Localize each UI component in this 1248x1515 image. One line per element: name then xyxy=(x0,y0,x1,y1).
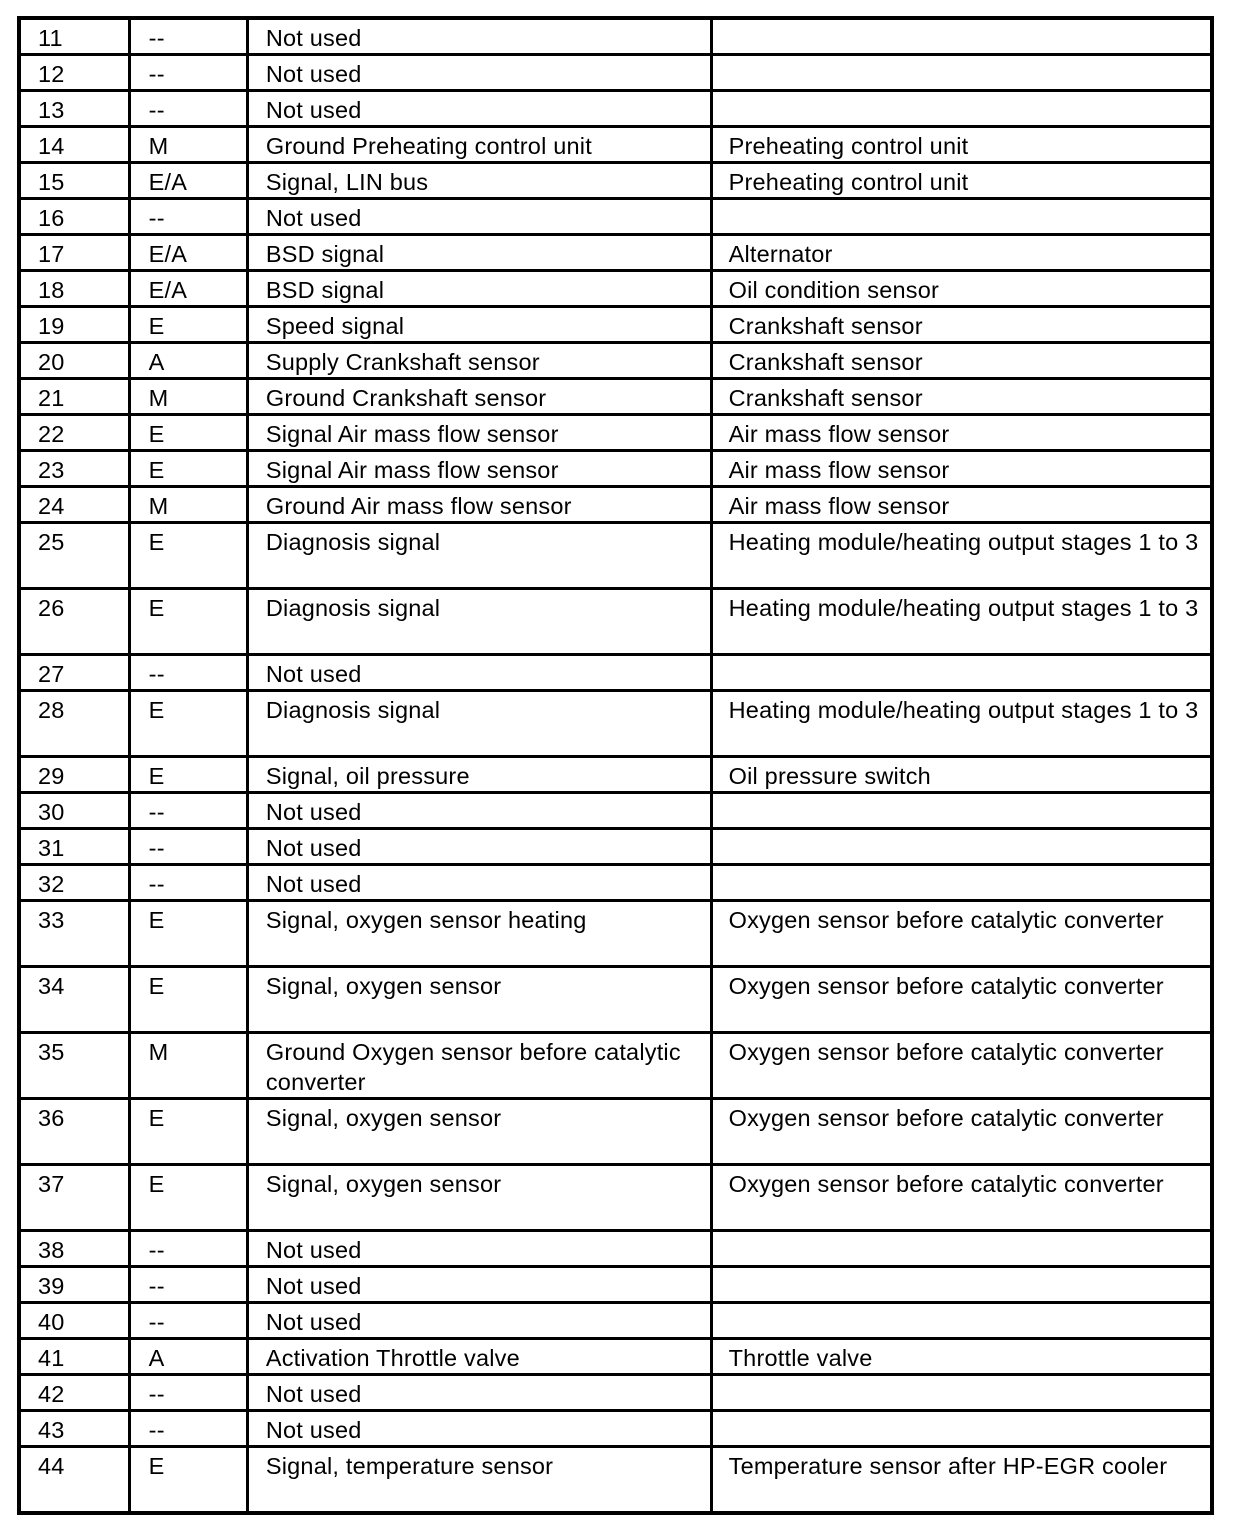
pin-number-cell: 29 xyxy=(19,757,129,793)
component-cell xyxy=(711,91,1212,127)
component-cell: Preheating control unit xyxy=(711,163,1212,199)
signal-type-cell: E/A xyxy=(129,271,247,307)
pin-number-cell: 18 xyxy=(19,271,129,307)
table-row xyxy=(19,1165,1212,1231)
pin-number-cell: 22 xyxy=(19,415,129,451)
signal-type-cell: E xyxy=(129,1099,247,1165)
pin-number-cell: 40 xyxy=(19,1303,129,1339)
description-cell: Ground Crankshaft sensor xyxy=(247,379,711,415)
table-row xyxy=(19,235,1212,271)
table-row xyxy=(19,55,1212,91)
description-cell: Not used xyxy=(247,1375,711,1411)
pin-number-cell: 36 xyxy=(19,1099,129,1165)
signal-type-cell: -- xyxy=(129,829,247,865)
signal-type-cell: E xyxy=(129,967,247,1033)
description-cell: Not used xyxy=(247,91,711,127)
pin-number-cell: 31 xyxy=(19,829,129,865)
signal-type-cell: M xyxy=(129,127,247,163)
pin-number-cell: 23 xyxy=(19,451,129,487)
signal-type-cell: E xyxy=(129,451,247,487)
component-cell: Heating module/heating output stages 1 to 3 xyxy=(711,523,1212,589)
signal-type-cell: -- xyxy=(129,1411,247,1447)
table-row xyxy=(19,91,1212,127)
table-row xyxy=(19,379,1212,415)
pin-number-cell: 35 xyxy=(19,1033,129,1099)
signal-type-cell: -- xyxy=(129,18,247,55)
pin-number-cell: 38 xyxy=(19,1231,129,1267)
component-cell xyxy=(711,1303,1212,1339)
component-cell: Crankshaft sensor xyxy=(711,307,1212,343)
signal-type-cell: E xyxy=(129,901,247,967)
component-cell xyxy=(711,1411,1212,1447)
signal-type-cell: -- xyxy=(129,199,247,235)
pin-number-cell: 20 xyxy=(19,343,129,379)
component-cell xyxy=(711,655,1212,691)
signal-type-cell: -- xyxy=(129,655,247,691)
table-row xyxy=(19,901,1212,967)
description-cell: Diagnosis signal xyxy=(247,523,711,589)
component-cell: Crankshaft sensor xyxy=(711,343,1212,379)
table-row xyxy=(19,691,1212,757)
pin-number-cell: 12 xyxy=(19,55,129,91)
component-cell: Oxygen sensor before catalytic converter xyxy=(711,1033,1212,1099)
signal-type-cell: -- xyxy=(129,1303,247,1339)
table-row xyxy=(19,1375,1212,1411)
component-cell: Temperature sensor after HP-EGR cooler xyxy=(711,1447,1212,1514)
description-cell: Signal, temperature sensor xyxy=(247,1447,711,1514)
component-cell: Oxygen sensor before catalytic converter xyxy=(711,1165,1212,1231)
signal-type-cell: M xyxy=(129,1033,247,1099)
table-row xyxy=(19,1339,1212,1375)
description-cell: Not used xyxy=(247,1411,711,1447)
table-row xyxy=(19,523,1212,589)
table-row xyxy=(19,1099,1212,1165)
component-cell xyxy=(711,829,1212,865)
table-row xyxy=(19,163,1212,199)
table-row xyxy=(19,655,1212,691)
description-cell: Ground Preheating control unit xyxy=(247,127,711,163)
component-cell: Oil pressure switch xyxy=(711,757,1212,793)
table-row xyxy=(19,589,1212,655)
pin-number-cell: 37 xyxy=(19,1165,129,1231)
pin-number-cell: 42 xyxy=(19,1375,129,1411)
pin-number-cell: 26 xyxy=(19,589,129,655)
pin-number-cell: 14 xyxy=(19,127,129,163)
signal-type-cell: E xyxy=(129,307,247,343)
signal-type-cell: E xyxy=(129,415,247,451)
description-cell: Signal, oxygen sensor xyxy=(247,1165,711,1231)
signal-type-cell: A xyxy=(129,343,247,379)
table-row xyxy=(19,865,1212,901)
table-row xyxy=(19,343,1212,379)
component-cell: Heating module/heating output stages 1 to 3 xyxy=(711,691,1212,757)
component-cell xyxy=(711,55,1212,91)
pin-number-cell: 32 xyxy=(19,865,129,901)
table-row xyxy=(19,127,1212,163)
signal-type-cell: -- xyxy=(129,1375,247,1411)
description-cell: Signal, oxygen sensor xyxy=(247,1099,711,1165)
component-cell: Heating module/heating output stages 1 to 3 xyxy=(711,589,1212,655)
signal-type-cell: -- xyxy=(129,865,247,901)
pin-number-cell: 21 xyxy=(19,379,129,415)
description-cell: Not used xyxy=(247,793,711,829)
signal-type-cell: -- xyxy=(129,1267,247,1303)
signal-type-cell: A xyxy=(129,1339,247,1375)
pin-assignment-table xyxy=(17,16,1214,1515)
table-row xyxy=(19,487,1212,523)
table-row xyxy=(19,1303,1212,1339)
description-cell: Signal Air mass flow sensor xyxy=(247,415,711,451)
signal-type-cell: E xyxy=(129,1447,247,1514)
table-row xyxy=(19,199,1212,235)
pin-number-cell: 44 xyxy=(19,1447,129,1514)
signal-type-cell: E xyxy=(129,523,247,589)
table-row xyxy=(19,18,1212,55)
component-cell: Alternator xyxy=(711,235,1212,271)
pin-number-cell: 33 xyxy=(19,901,129,967)
component-cell xyxy=(711,865,1212,901)
description-cell: Signal, oil pressure xyxy=(247,757,711,793)
pin-number-cell: 28 xyxy=(19,691,129,757)
table-row xyxy=(19,829,1212,865)
component-cell: Oxygen sensor before catalytic converter xyxy=(711,901,1212,967)
description-cell: Not used xyxy=(247,1267,711,1303)
component-cell: Oxygen sensor before catalytic converter xyxy=(711,967,1212,1033)
description-cell: Ground Air mass flow sensor xyxy=(247,487,711,523)
description-cell: Not used xyxy=(247,1231,711,1267)
pin-number-cell: 39 xyxy=(19,1267,129,1303)
pin-number-cell: 13 xyxy=(19,91,129,127)
description-cell: Signal, oxygen sensor xyxy=(247,967,711,1033)
table-row xyxy=(19,967,1212,1033)
description-cell: Diagnosis signal xyxy=(247,589,711,655)
signal-type-cell: E/A xyxy=(129,163,247,199)
description-cell: Signal, LIN bus xyxy=(247,163,711,199)
table-row xyxy=(19,415,1212,451)
table-row xyxy=(19,1033,1212,1099)
table-row xyxy=(19,793,1212,829)
pin-number-cell: 15 xyxy=(19,163,129,199)
pin-number-cell: 43 xyxy=(19,1411,129,1447)
description-cell: Supply Crankshaft sensor xyxy=(247,343,711,379)
description-cell: Signal Air mass flow sensor xyxy=(247,451,711,487)
signal-type-cell: -- xyxy=(129,55,247,91)
pin-number-cell: 25 xyxy=(19,523,129,589)
pin-table-body xyxy=(19,18,1212,1513)
component-cell: Throttle valve xyxy=(711,1339,1212,1375)
description-cell: BSD signal xyxy=(247,271,711,307)
description-cell: Not used xyxy=(247,18,711,55)
pin-number-cell: 34 xyxy=(19,967,129,1033)
description-cell: Not used xyxy=(247,829,711,865)
pin-number-cell: 11 xyxy=(19,18,129,55)
signal-type-cell: -- xyxy=(129,1231,247,1267)
component-cell: Preheating control unit xyxy=(711,127,1212,163)
description-cell: Not used xyxy=(247,199,711,235)
signal-type-cell: -- xyxy=(129,793,247,829)
pin-number-cell: 17 xyxy=(19,235,129,271)
pin-number-cell: 27 xyxy=(19,655,129,691)
component-cell xyxy=(711,1375,1212,1411)
table-row xyxy=(19,1447,1212,1514)
pin-number-cell: 19 xyxy=(19,307,129,343)
signal-type-cell: E xyxy=(129,757,247,793)
table-row xyxy=(19,1411,1212,1447)
description-cell: Not used xyxy=(247,1303,711,1339)
table-row xyxy=(19,451,1212,487)
description-cell: Signal, oxygen sensor heating xyxy=(247,901,711,967)
table-row xyxy=(19,271,1212,307)
component-cell: Oxygen sensor before catalytic converter xyxy=(711,1099,1212,1165)
component-cell xyxy=(711,793,1212,829)
signal-type-cell: M xyxy=(129,487,247,523)
description-cell: Not used xyxy=(247,55,711,91)
table-row xyxy=(19,1231,1212,1267)
description-cell: Diagnosis signal xyxy=(247,691,711,757)
component-cell xyxy=(711,1267,1212,1303)
description-cell: Speed signal xyxy=(247,307,711,343)
pin-number-cell: 30 xyxy=(19,793,129,829)
table-row xyxy=(19,757,1212,793)
table-row xyxy=(19,307,1212,343)
pin-number-cell: 16 xyxy=(19,199,129,235)
component-cell: Crankshaft sensor xyxy=(711,379,1212,415)
table-row xyxy=(19,1267,1212,1303)
component-cell: Air mass flow sensor xyxy=(711,451,1212,487)
pin-number-cell: 24 xyxy=(19,487,129,523)
component-cell xyxy=(711,1231,1212,1267)
pin-number-cell: 41 xyxy=(19,1339,129,1375)
component-cell xyxy=(711,199,1212,235)
description-cell: Ground Oxygen sensor before catalytic converter xyxy=(247,1033,711,1099)
signal-type-cell: E/A xyxy=(129,235,247,271)
description-cell: Activation Throttle valve xyxy=(247,1339,711,1375)
component-cell: Oil condition sensor xyxy=(711,271,1212,307)
component-cell: Air mass flow sensor xyxy=(711,487,1212,523)
signal-type-cell: E xyxy=(129,691,247,757)
description-cell: BSD signal xyxy=(247,235,711,271)
description-cell: Not used xyxy=(247,655,711,691)
signal-type-cell: E xyxy=(129,1165,247,1231)
component-cell xyxy=(711,18,1212,55)
description-cell: Not used xyxy=(247,865,711,901)
signal-type-cell: E xyxy=(129,589,247,655)
component-cell: Air mass flow sensor xyxy=(711,415,1212,451)
signal-type-cell: -- xyxy=(129,91,247,127)
signal-type-cell: M xyxy=(129,379,247,415)
